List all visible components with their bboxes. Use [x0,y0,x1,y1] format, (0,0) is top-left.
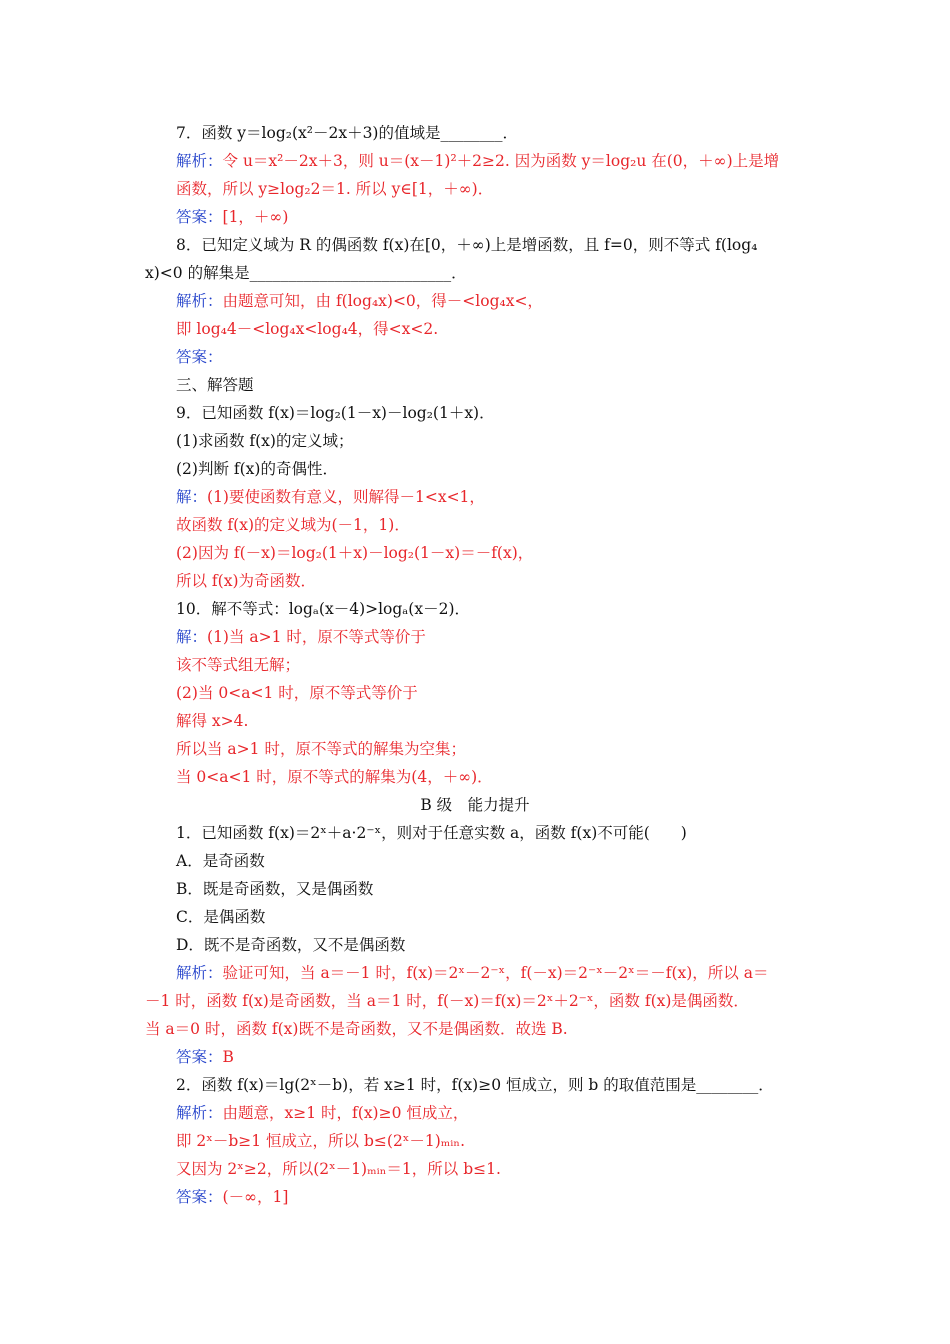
answer-line [176,1047,846,1067]
solution-text: 由题意可知，由 f(log₄x)<0，得－<log₄x<， [222,292,543,310]
solution-label: 解析： [176,152,223,170]
question-text: (2)判断 f(x)的奇偶性． [176,460,338,478]
solution-line [176,627,846,647]
question-text: 7．函数 y＝log₂(x²－2x＋3)的值域是________． [176,124,518,142]
answer-line [176,207,846,227]
question-text: A．是奇函数 [176,852,265,870]
solution-label: 解： [176,488,208,506]
question-text: 2．函数 f(x)＝lg(2ˣ－b)，若 x≥1 时，f(x)≥0 恒成立，则 b 的取值范围是________． [176,1076,774,1094]
solution-text: 即 2ˣ－b≥1 恒成立，所以 b≤(2ˣ－1)ₘᵢₙ. [176,1132,466,1150]
question-text: (1)求函数 f(x)的定义域； [176,432,354,450]
answer-line [176,347,846,367]
solution-text: (2)因为 f(－x)＝log₂(1＋x)－log₂(1－x)＝－f(x)， [176,544,534,562]
answer-label: 答案： [176,1188,223,1206]
solution-label: 解： [176,628,208,646]
solution-text: (2)当 0<a<1 时，原不等式等价于 [176,684,418,702]
solution-text: 令 u＝x²－2x＋3，则 u＝(x－1)²＋2≥2. 因为函数 y＝log₂u 在(0，＋∞)上是增 [222,152,780,170]
solution-text: 由题意，x≥1 时，f(x)≥0 恒成立， [222,1104,469,1122]
solution-text: 所以 f(x)为奇函数． [176,572,317,590]
solution-text: －1 时，函数 f(x)是奇函数，当 a＝1 时，f(－x)＝f(x)＝2ˣ＋2⁻ˣ，函数 f(x)是偶函数． [145,992,749,1010]
solution-text: (1)当 a>1 时，原不等式等价于 [207,628,426,646]
solution-text: 验证可知，当 a＝－1 时，f(x)＝2ˣ－2⁻ˣ，f(－x)＝2⁻ˣ－2ˣ＝－f(x)，所以 a＝ [222,964,769,982]
solution-line [176,963,846,983]
solution-text: 当 0<a<1 时，原不等式的解集为(4，＋∞)． [176,768,493,786]
question-text: 8．已知定义域为 R 的偶函数 f(x)在[0，＋∞)上是增函数，且 f=0，则不等式 f(log₄ [176,236,758,254]
question-text: x)<0 的解集是__________________________． [145,264,467,282]
solution-line [176,1103,846,1123]
question-text: C．是偶函数 [176,908,266,926]
answer-label: 答案： [176,208,223,226]
solution-text: (1)要使函数有意义，则解得－1<x<1， [207,488,485,506]
question-text: 1．已知函数 f(x)＝2ˣ＋a·2⁻ˣ，则对于任意实数 a，函数 f(x)不可能( ) [176,824,687,842]
answer-text: B [222,1048,234,1066]
solution-text: 所以当 a>1 时，原不等式的解集为空集； [176,740,466,758]
answer-label: 答案： [176,1048,223,1066]
solution-text: 故函数 f(x)的定义域为(－1，1)． [176,516,410,534]
solution-text: 即 log₄4－<log₄x<log₄4，得<x<2. [176,320,439,338]
question-text: 9．已知函数 f(x)＝log₂(1－x)－log₂(1＋x)． [176,404,495,422]
section-heading: B 级 能力提升 [420,796,530,814]
answer-label: 答案： [176,348,223,366]
answer-line [176,1187,846,1207]
solution-text: 函数，所以 y≥log₂2＝1. 所以 y∈[1，＋∞)． [176,180,494,198]
solution-label: 解析： [176,292,223,310]
solution-line [176,151,846,171]
solution-text: 解得 x>4. [176,712,249,730]
solution-label: 解析： [176,964,223,982]
question-text: D．既不是奇函数，又不是偶函数 [176,936,406,954]
solution-line [176,487,846,507]
question-text: 10．解不等式：logₐ(x－4)>logₐ(x－2)． [176,600,470,618]
solution-label: 解析： [176,1104,223,1122]
solution-text: 当 a＝0 时，函数 f(x)既不是奇函数，又不是偶函数．故选 B. [145,1020,568,1038]
solution-text: 该不等式组无解； [176,656,301,674]
answer-text: (－∞，1] [222,1188,289,1206]
question-text: B．既是奇函数，又是偶函数 [176,880,374,898]
question-text: 三、解答题 [176,376,254,394]
solution-line [176,291,846,311]
answer-text: [1，＋∞) [222,208,289,226]
solution-text: 又因为 2ˣ≥2，所以(2ˣ－1)ₘᵢₙ＝1，所以 b≤1. [176,1160,501,1178]
